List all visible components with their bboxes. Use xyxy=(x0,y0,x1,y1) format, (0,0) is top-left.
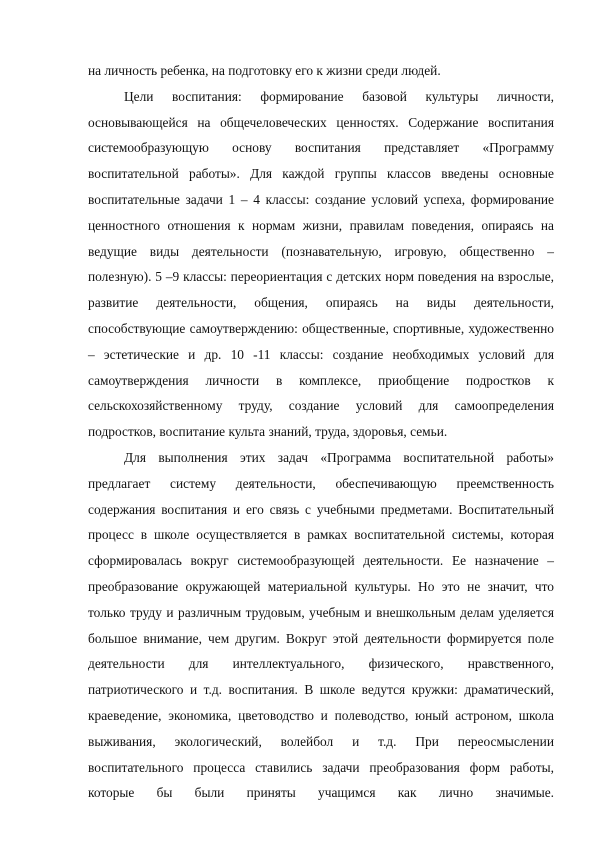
body-text xyxy=(88,58,554,806)
paragraph-continuation: на личность ребенка, на подготовку его к жизни среди людей. xyxy=(88,63,441,78)
paragraph-program: Для выполнения этих задач «Программа воспитательной работы» предлагает систему деятельности, обеспечивающую преемственность содержания воспитания и его связь с учебными предметами. Воспитательный процесс в школе осуществляется в рамках воспитательной системы, которая сформировалась вокруг системообразующей деятельности. Ее назначение – преобразование окружающей материальной культуры. Но это не значит, что только труду и различным трудовым, учебным и внешкольным делам уделяется большое внимание, чем другим. Вокруг этой деятельности формируется поле деятельности для интеллектуального, физического, нравственного, патриотического и т.д. воспитания. В школе ведутся кружки: драматический, краеведение, экономика, цветоводство и полеводство, юный астроном, школа выживания, экологический, волейбол и т.д. При переосмыслении воспитательного процесса ставились задачи преобразования форм работы, которые бы были приняты учащимся как лично значимые. xyxy=(88,449,554,801)
paragraph-goals: Цели воспитания: формирование базовой культуры личности, основывающейся на общечеловеческих ценностях. Содержание воспитания системообразующую основу воспитания представляет «Программу воспитательной работы». Для каждой группы классов введены основные воспитательные задачи 1 – 4 классы: создание условий успеха, формирование ценностного отношения к нормам жизни, правилам поведения, опираясь на ведущие виды деятельности (познавательную, игровую, общественно – полезную). 5 –9 классы: переориентация с детских норм поведения на взрослые, развитие деятельности, общения, опираясь на виды деятельности, способствующие самоутверждению: общественные, спортивные, художественно – эстетические и др. 10 -11 классы: создание необходимых условий для самоутверждения личности в комплексе, приобщение подростков к сельскохозяйственному труду, создание условий для самоопределения подростков, воспитание культа знаний, труда, здоровья, семьи. xyxy=(88,88,554,440)
